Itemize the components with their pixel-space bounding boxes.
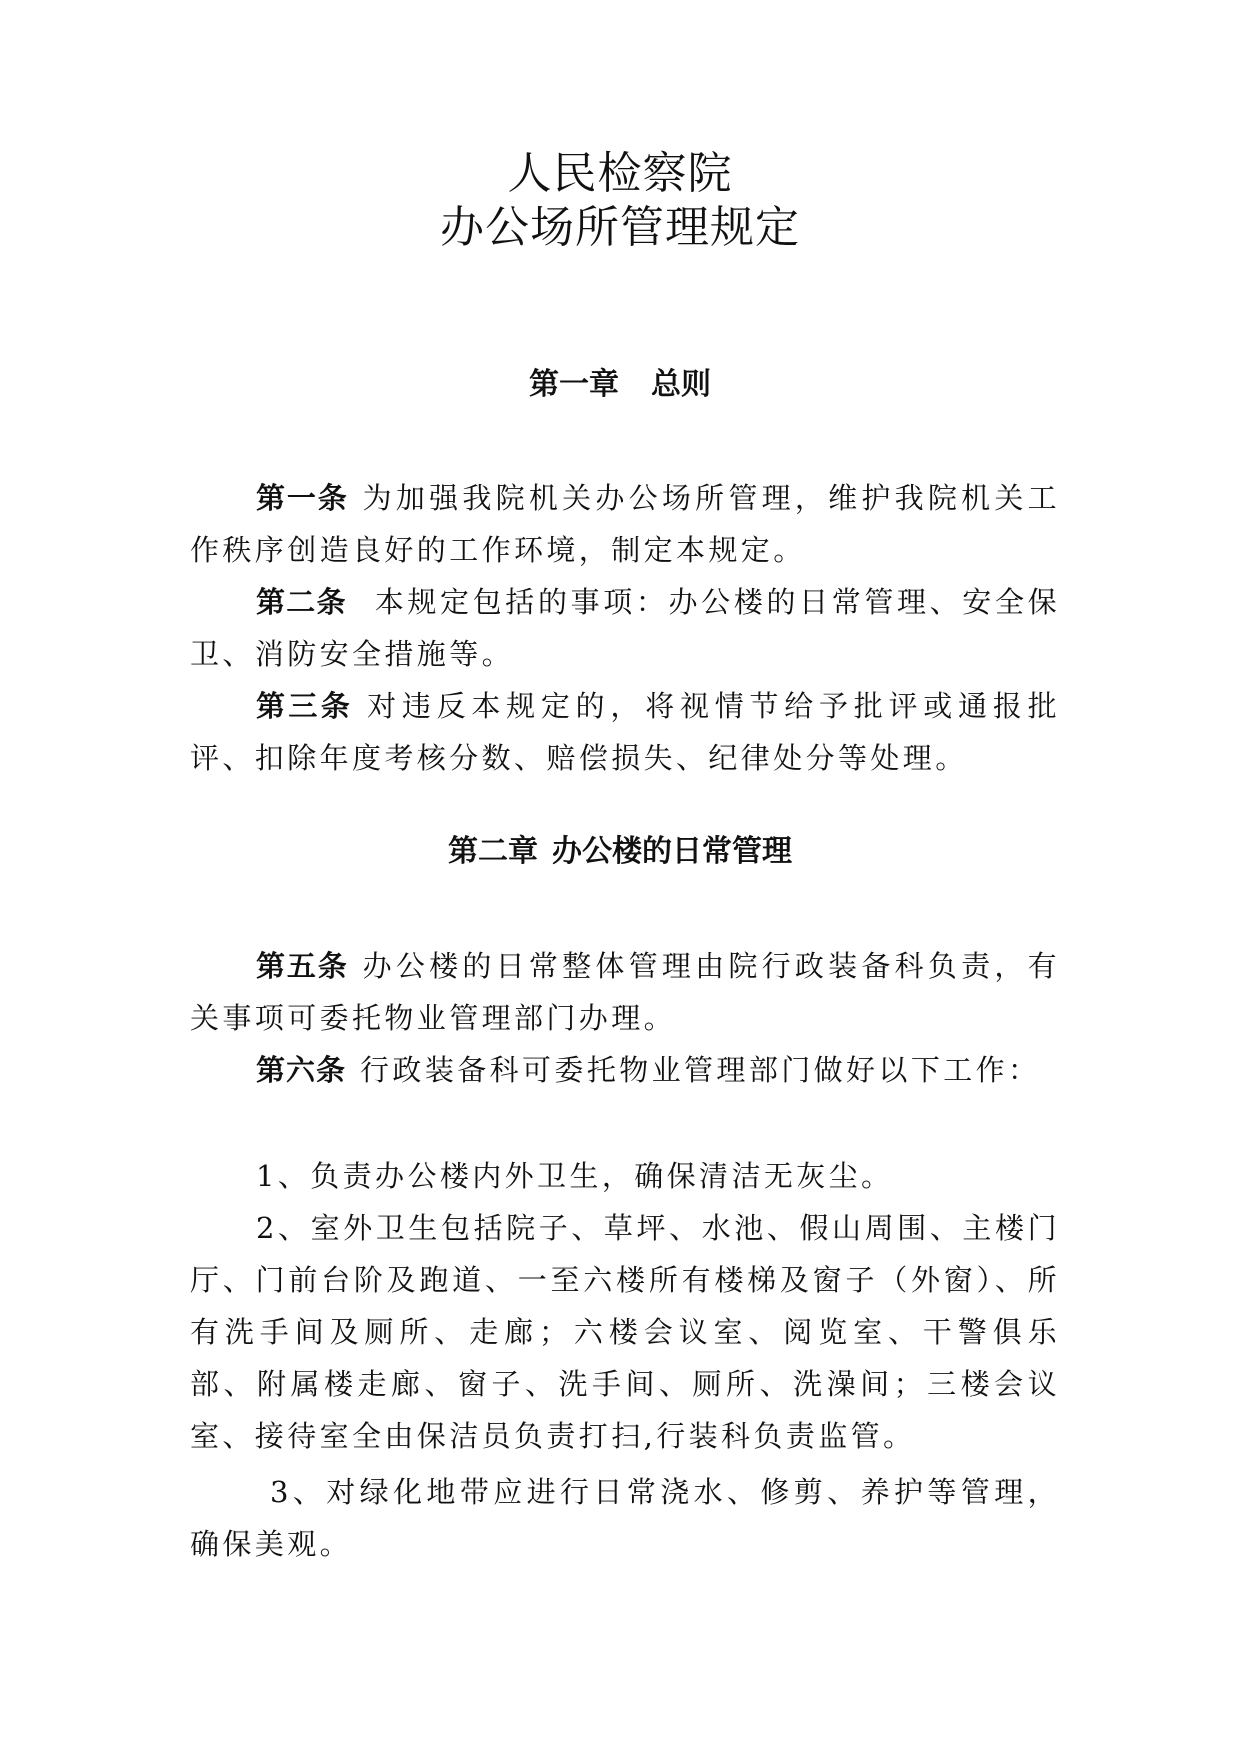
- article-text: 办公楼的日常整体管理由院行政装备科负责，有关事项可委托物业管理部门办理。: [190, 949, 1060, 1035]
- article-1: [190, 472, 1060, 576]
- article-text: 对违反本规定的，将视情节给予批评或通报批评、扣除年度考核分数、赔偿损失、纪律处分等处理。: [190, 689, 1060, 775]
- document-title-line-2: 办公场所管理规定: [440, 202, 800, 253]
- article-lead: 第一条: [256, 481, 349, 515]
- article-text: 本规定包括的事项：办公楼的日常管理、安全保卫、消防安全措施等。: [190, 585, 1060, 671]
- document-title-line-1: 人民检察院: [507, 148, 733, 199]
- chapter-2-heading: [0, 834, 1240, 870]
- article-text: 行政装备科可委托物业管理部门做好以下工作：: [360, 1053, 1041, 1087]
- chapter-number: 第二章: [448, 834, 538, 869]
- article-lead: 第二条: [256, 585, 347, 619]
- article-lead: 第五条: [256, 949, 349, 983]
- article-5: [190, 940, 1060, 1044]
- article-3: [190, 680, 1060, 784]
- chapter-1-heading: [0, 367, 1240, 403]
- article-text: 为加强我院机关办公场所管理，维护我院机关工作秩序创造良好的工作环境，制定本规定。: [190, 481, 1060, 567]
- chapter-name: 办公楼的日常管理: [552, 834, 792, 869]
- list-item-1: 1、负责办公楼内外卫生，确保清洁无灰尘。: [256, 1159, 894, 1193]
- article-6: [190, 1044, 1060, 1096]
- article-2: [190, 576, 1060, 680]
- article-lead: 第六条: [256, 1053, 347, 1087]
- chapter-name: 总则: [651, 367, 711, 402]
- list-item-3: 3、对绿化地带应进行日常浇水、修剪、养护等管理，确保美观。: [190, 1475, 1060, 1561]
- article-lead: 第三条: [256, 689, 354, 723]
- list-item-2: 2、室外卫生包括院子、草坪、水池、假山周围、主楼门厅、门前台阶及跑道、一至六楼所有楼梯及窗子（外窗）、所有洗手间及厕所、走廊；六楼会议室、阅览室、干警俱乐部、附属楼走廊、窗子、洗手间、厕所、洗澡间；三楼会议室、接待室全由保洁员负责打扫,行装科负责监管。: [190, 1211, 1060, 1453]
- chapter-number: 第一章: [529, 367, 619, 402]
